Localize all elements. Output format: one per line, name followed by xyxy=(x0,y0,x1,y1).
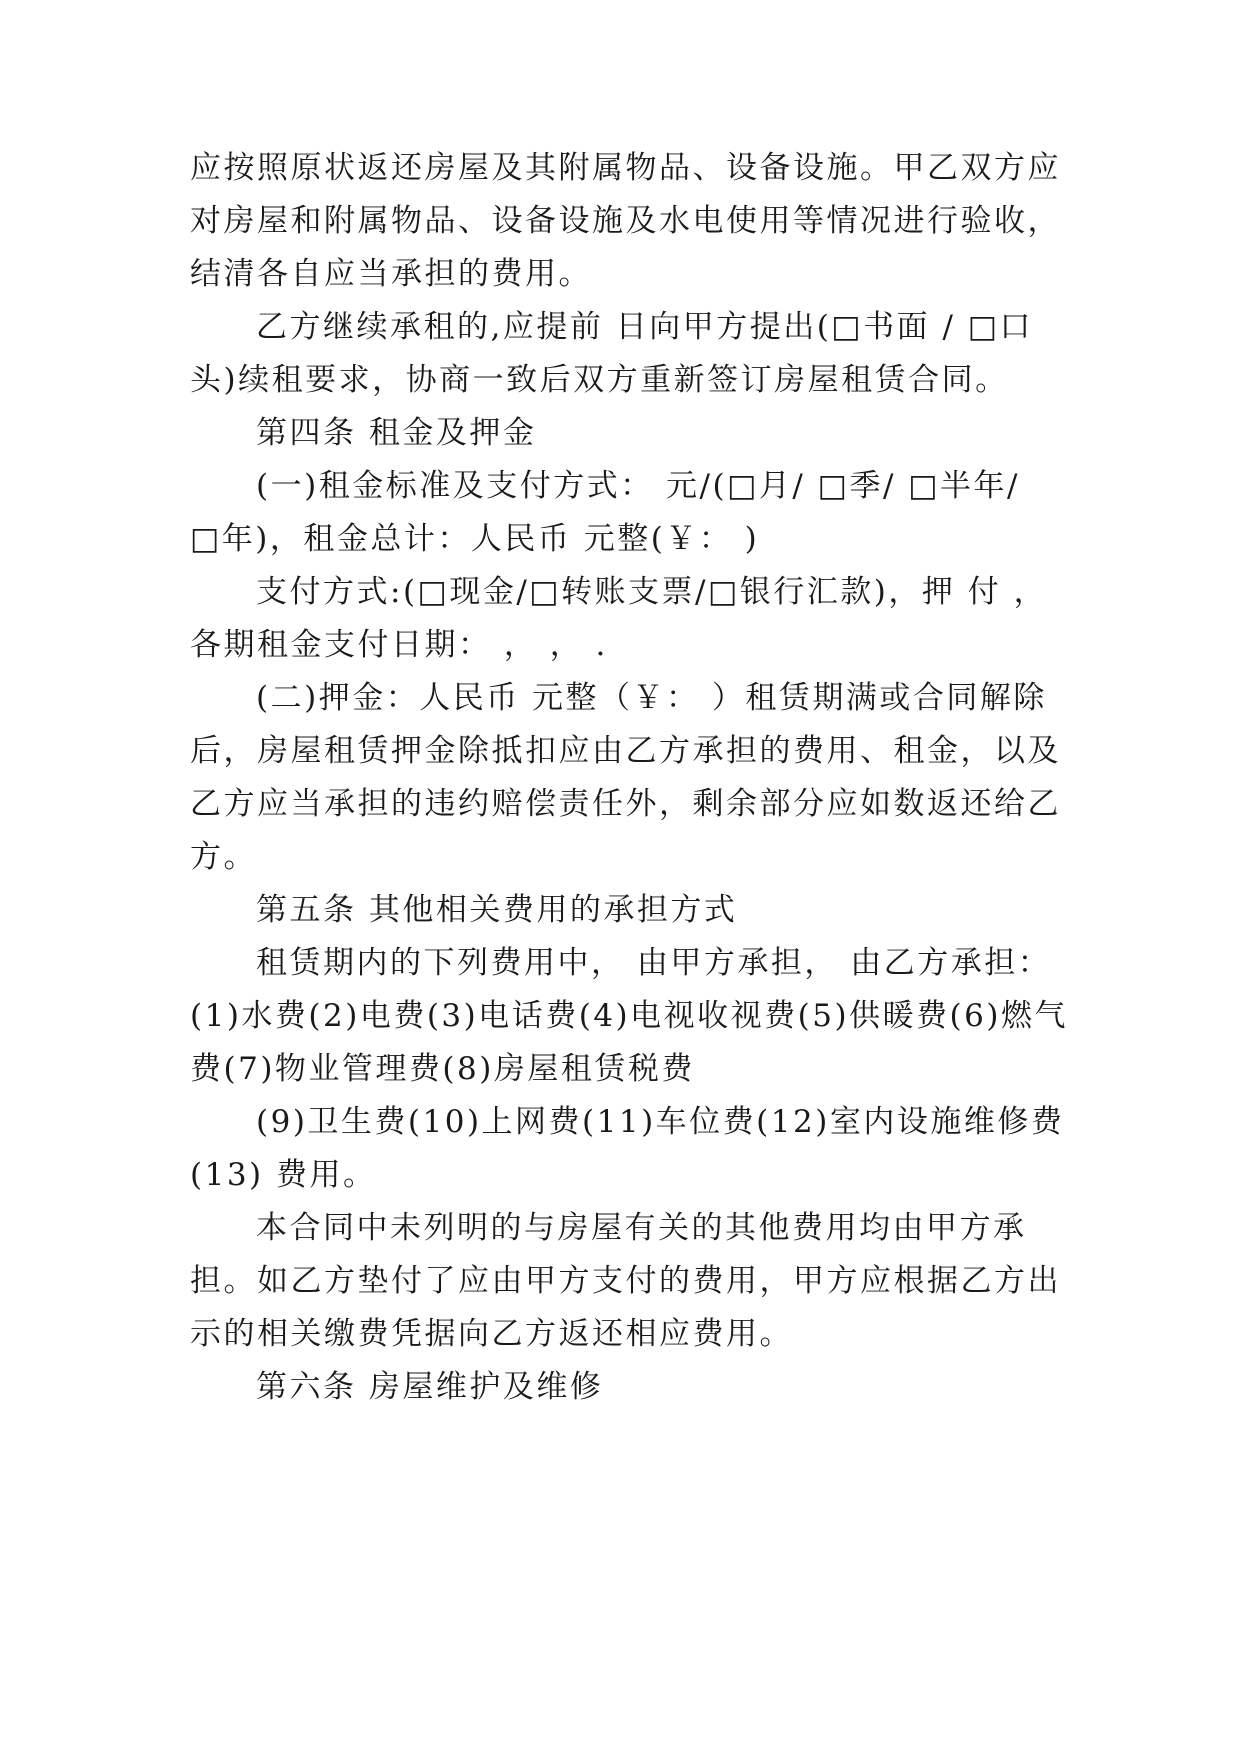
text-line-20: (13) 费用。 xyxy=(190,1157,377,1193)
article-6-heading: 第六条 房屋维护及维修 xyxy=(256,1369,604,1405)
text-line-7: (一)租金标准及支付方式： 元/(□月/ □季/ □半年/ xyxy=(256,468,1020,504)
text-line-14: 方。 xyxy=(190,839,257,875)
text-line-11: (二)押金：人民币 元整（￥： ）租赁期满或合同解除 xyxy=(256,680,1047,716)
text-line-18: 费(7)物业管理费(8)房屋租赁税费 xyxy=(190,1051,695,1087)
text-line-19: (9)卫生费(10)上网费(11)车位费(12)室内设施维修费 xyxy=(256,1104,1065,1140)
text-line-21: 本合同中未列明的与房屋有关的其他费用均由甲方承 xyxy=(256,1210,1027,1246)
text-line-2: 对房屋和附属物品、设备设施及水电使用等情况进行验收， xyxy=(190,203,1061,239)
text-line-17: (1)水费(2)电费(3)电话费(4)电视收视费(5)供暖费(6)燃气 xyxy=(190,998,1068,1034)
text-line-9: 支付方式:(□现金/□转账支票/□银行汇款)，押 付 ， xyxy=(256,574,1048,610)
article-4-heading: 第四条 租金及押金 xyxy=(256,415,537,451)
text-line-5: 头)续租要求，协商一致后双方重新签订房屋租赁合同。 xyxy=(190,362,1009,398)
text-line-3: 结清各自应当承担的费用。 xyxy=(190,256,592,292)
text-line-8: □年)，租金总计：人民币 元整(￥： ) xyxy=(190,521,760,557)
article-5-heading: 第五条 其他相关费用的承担方式 xyxy=(256,892,738,928)
text-line-22: 担。如乙方垫付了应由甲方支付的费用，甲方应根据乙方出 xyxy=(190,1263,1061,1299)
text-line-12: 后，房屋租赁押金除抵扣应由乙方承担的费用、租金，以及 xyxy=(190,733,1061,769)
text-line-4: 乙方继续承租的,应提前 日向甲方提出(□书面 / □口 xyxy=(256,309,1034,345)
text-line-16: 租赁期内的下列费用中， 由甲方承担， 由乙方承担： xyxy=(256,945,1052,981)
text-line-1: 应按照原状返还房屋及其附属物品、设备设施。甲乙双方应 xyxy=(190,150,1061,186)
text-line-13: 乙方应当承担的违约赔偿责任外，剩余部分应如数返还给乙 xyxy=(190,786,1061,822)
text-line-10: 各期租金支付日期： ， ， . xyxy=(190,627,608,663)
text-line-23: 示的相关缴费凭据向乙方返还相应费用。 xyxy=(190,1316,793,1352)
